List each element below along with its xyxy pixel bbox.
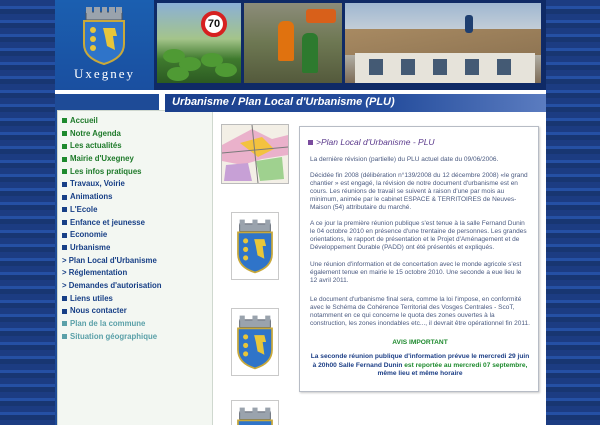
- article-paragraph: La dernière révision (partielle) du PLU actuel date du 09/06/2006.: [310, 156, 499, 163]
- menu-item[interactable]: [62, 280, 212, 293]
- menu-bullet-icon: [62, 245, 67, 250]
- coat-of-arms-icon: [231, 308, 279, 376]
- menu-item[interactable]: [62, 242, 212, 255]
- menu-item-label: Notre Agenda: [70, 128, 121, 138]
- menu-item-label: Les actualités: [70, 141, 122, 151]
- menu-bullet-icon: [62, 118, 67, 123]
- coat-of-arms-icon: [77, 6, 131, 66]
- menu-item[interactable]: [62, 267, 212, 280]
- menu-item-label: Accueil: [70, 116, 98, 125]
- menu-item[interactable]: [62, 305, 212, 318]
- page-title-bar: [165, 94, 546, 112]
- menu-item[interactable]: [62, 293, 212, 306]
- menu-item-label: Urbanisme: [70, 242, 111, 252]
- menu-bullet-icon: [62, 309, 67, 314]
- menu-bullet-icon: [62, 233, 67, 238]
- menu-bullet-icon: [62, 182, 67, 187]
- article-box: [299, 126, 539, 392]
- menu-item[interactable]: [62, 178, 212, 191]
- decorative-right-border: [545, 0, 600, 425]
- main-menu: [57, 110, 213, 425]
- menu-bullet-icon: [62, 157, 67, 162]
- menu-bullet-icon: [62, 131, 67, 136]
- menu-item[interactable]: [62, 204, 212, 217]
- menu-item-label: Situation géographique: [70, 331, 158, 341]
- photo-school-roof: [345, 3, 541, 83]
- menu-item[interactable]: [62, 191, 212, 204]
- menu-item[interactable]: [62, 140, 212, 153]
- logo-block[interactable]: [55, 0, 154, 90]
- menu-item[interactable]: [62, 229, 212, 242]
- coat-of-arms-icon: [231, 400, 279, 425]
- article-paragraph: A ce jour la première réunion publique s'est tenue à la salle Fernand Dunin le 04 octobre 2010 en présence d'une trentaine de personnes. Les grandes orientations, le rapport de présentation et le Projet d'Aménagement et de Développement Durable (PADD) ont été présentés et expliqués.: [310, 220, 527, 251]
- menu-item[interactable]: [62, 128, 212, 141]
- article-paragraph: Une réunion d'information et de concertation avec le monde agricole s'est également tenue en mairie le 15 octobre 2010. Une seconde a eue lieu le 12 avril 2011.: [310, 261, 522, 284]
- menu-bullet-icon: [62, 220, 67, 225]
- menu-bullet-icon: [62, 296, 67, 301]
- menu-bullet-icon: [62, 207, 67, 212]
- important-notice-title: AVIS IMPORTANT: [392, 339, 448, 346]
- menu-bullet-icon: [62, 334, 67, 339]
- menu-item-label: > Plan Local d'Urbanisme: [62, 255, 157, 265]
- menu-item-label: Travaux, Voirie: [70, 179, 125, 189]
- menu-item[interactable]: [62, 255, 212, 268]
- menu-item[interactable]: [62, 318, 212, 331]
- page-title: Urbanisme / Plan Local d'Urbanisme (PLU): [172, 96, 395, 108]
- menu-item[interactable]: [62, 217, 212, 230]
- article-paragraph: Décidée fin 2008 (délibération n°139/2008 du 12 décembre 2008) «le grand chantier » est engagé, la révision de notre document d'urbanisme est en cours. Les réunions de travail se suivent à raison d'une par mois au minimum, animée par le cabinet ESPACE & TERRITOIRES de Neuves-Maison (54) attributaire du marché.: [310, 172, 528, 211]
- speed-limit-sign: 70: [201, 11, 227, 37]
- menu-item-label: Nous contacter: [70, 306, 127, 316]
- menu-item-label: Economie: [70, 230, 108, 240]
- menu-item-label: L'Ecole: [70, 204, 98, 214]
- menu-item-label: Liens utiles: [70, 293, 113, 303]
- menu-item-label: Mairie d'Uxegney: [70, 154, 134, 164]
- menu-item[interactable]: [62, 153, 212, 166]
- menu-item[interactable]: [62, 115, 212, 128]
- site-name: Uxegney: [74, 66, 135, 81]
- decorative-left-border: [0, 0, 55, 425]
- menu-item-label: Les infos pratiques: [70, 166, 142, 176]
- bullet-square-icon: [308, 140, 313, 145]
- sidebar: [55, 94, 162, 425]
- menu-bullet-icon: [62, 321, 67, 326]
- menu-item-label: > Réglementation: [62, 268, 128, 278]
- menu-item-label: > Demandes d'autorisation: [62, 280, 162, 290]
- important-notice: La seconde réunion publique d'information prévue le mercredi 29 juin à 20h00 Salle Fernand Dunin est reportée au mercredi 07 septembre, même lieu et même horaire: [310, 353, 530, 377]
- menu-item-label: Animations: [70, 192, 113, 202]
- article-paragraph: Le document d'urbanisme final sera, comme la loi l'impose, en conformité avec le Schéma de Cohérence Territorial des Vosges Centrales - ScoT, notamment en ce qui concerne le quota des zones ouvertes à la construction, les zones inondables etc..., il devrait être opérationnel fin 2011.: [310, 296, 530, 327]
- menu-item[interactable]: [62, 331, 212, 344]
- menu-item-label: Enfance et jeunesse: [70, 217, 145, 227]
- menu-bullet-icon: [62, 144, 67, 149]
- coat-of-arms-icon: [231, 212, 279, 280]
- menu-item[interactable]: [62, 166, 212, 179]
- page: [55, 0, 546, 425]
- photo-garden: [157, 3, 241, 83]
- site-header: [55, 0, 546, 90]
- plu-map-thumbnail[interactable]: [221, 124, 289, 184]
- menu-bullet-icon: [62, 195, 67, 200]
- photo-road-works: [244, 3, 342, 83]
- menu-bullet-icon: [62, 169, 67, 174]
- article-heading: >Plan Local d'Urbanisme - PLU: [308, 137, 435, 147]
- menu-item-label: Plan de la commune: [70, 319, 146, 328]
